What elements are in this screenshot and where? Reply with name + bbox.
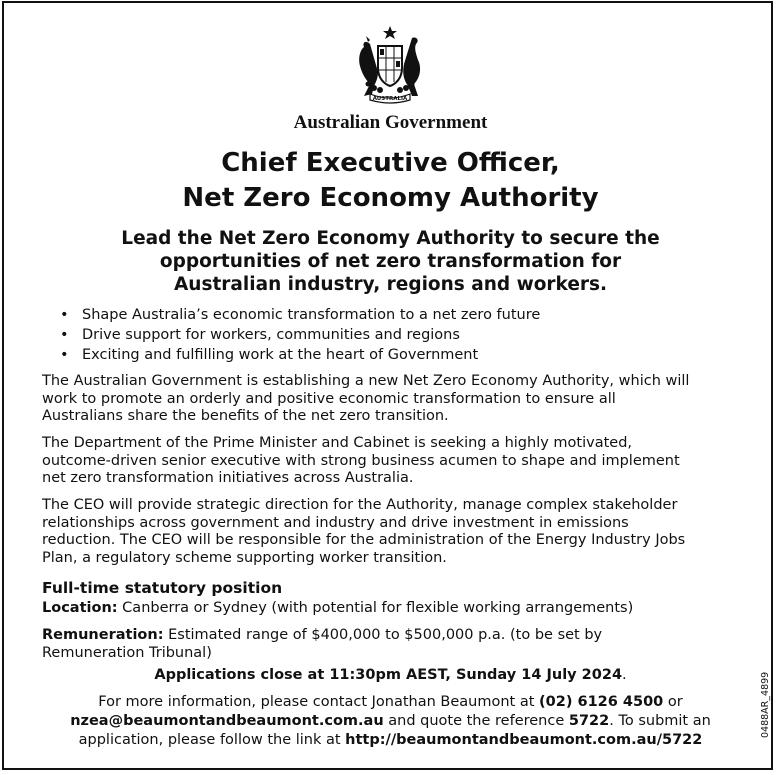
contact-email-link[interactable]: nzea@beaumontandbeaumont.com.au [70, 713, 384, 729]
contact-phone[interactable]: (02) 6126 4500 [539, 694, 664, 710]
australian-coat-of-arms-icon [340, 24, 440, 104]
contact-info [0, 693, 781, 750]
paragraph-intro: The Australian Government is establishing a new Net Zero Economy Authority, which will work to promote an orderly and positive economic transformation to ensure all Australians share the benefits of the net zero transition. [42, 373, 690, 424]
closing-date-suffix: . [622, 667, 627, 683]
list-item [60, 325, 540, 345]
crest-scroll-text: AUSTRALIA [372, 96, 408, 102]
highlights-list [60, 305, 540, 365]
contact-quote: and quote the reference [383, 713, 569, 729]
remuneration-line [42, 627, 762, 662]
contact-submit: . To submit an [609, 713, 711, 729]
contact-or: or [663, 694, 683, 710]
location-value: Canberra or Sydney (with potential for flexible working arrangements) [117, 600, 634, 616]
subtitle-line-3: Australian industry, regions and workers. [173, 274, 608, 295]
bullet-icon: • [60, 327, 69, 343]
page-title [0, 146, 781, 216]
title-line-2: Net Zero Economy Authority [182, 183, 599, 213]
location-label: Location: [42, 600, 118, 616]
highlight-text: Shape Australia’s economic transformation to a net zero future [82, 307, 541, 323]
closing-date-text: Applications close at 11:30pm AEST, Sunday 14 July 2024 [154, 667, 623, 683]
closing-date [0, 667, 781, 683]
contact-apply: application, please follow the link at [78, 732, 346, 748]
list-item [60, 305, 540, 325]
list-item [60, 345, 540, 365]
highlight-text: Drive support for workers, communities and regions [82, 327, 460, 343]
application-link[interactable]: http://beaumontandbeaumont.com.au/5722 [345, 732, 703, 748]
location-line [42, 600, 762, 618]
remuneration-value: Estimated range of $400,000 to $500,000 p.a. (to be set by Remuneration Tribunal) [42, 627, 603, 661]
subtitle [0, 227, 781, 296]
paragraph-role: The CEO will provide strategic direction for the Authority, manage complex stakeholder relationships across government and industry and drive investment in emissions reduction. The CEO will be responsible for the administration of the Energy Industry Jobs Plan, a regulatory scheme supporting worker transition. [42, 497, 686, 566]
position-heading: Full-time statutory position [42, 579, 283, 597]
bullet-icon: • [60, 307, 69, 323]
reference-number: 5722 [568, 713, 610, 729]
government-name: Australian Government [293, 112, 488, 133]
subtitle-line-2: opportunities of net zero transformation for [159, 251, 622, 272]
title-line-1: Chief Executive Officer, [221, 148, 560, 178]
subtitle-line-1: Lead the Net Zero Economy Authority to secure the [121, 228, 660, 249]
contact-line-1 [0, 693, 781, 712]
paragraph-department: The Department of the Prime Minister and Cabinet is seeking a highly motivated, outcome-driven senior executive with strong business acumen to shape and implement net zero transformation initiatives across Australia. [42, 435, 680, 486]
bullet-icon: • [60, 347, 69, 363]
ad-reference-code: 0488AR_4899 [760, 671, 771, 738]
contact-intro: For more information, please contact Jonathan Beaumont at [98, 694, 540, 710]
highlight-text: Exciting and fulfilling work at the heart of Government [82, 347, 479, 363]
remuneration-label: Remuneration: [42, 627, 164, 643]
contact-line-3 [0, 731, 781, 750]
contact-line-2 [0, 712, 781, 731]
